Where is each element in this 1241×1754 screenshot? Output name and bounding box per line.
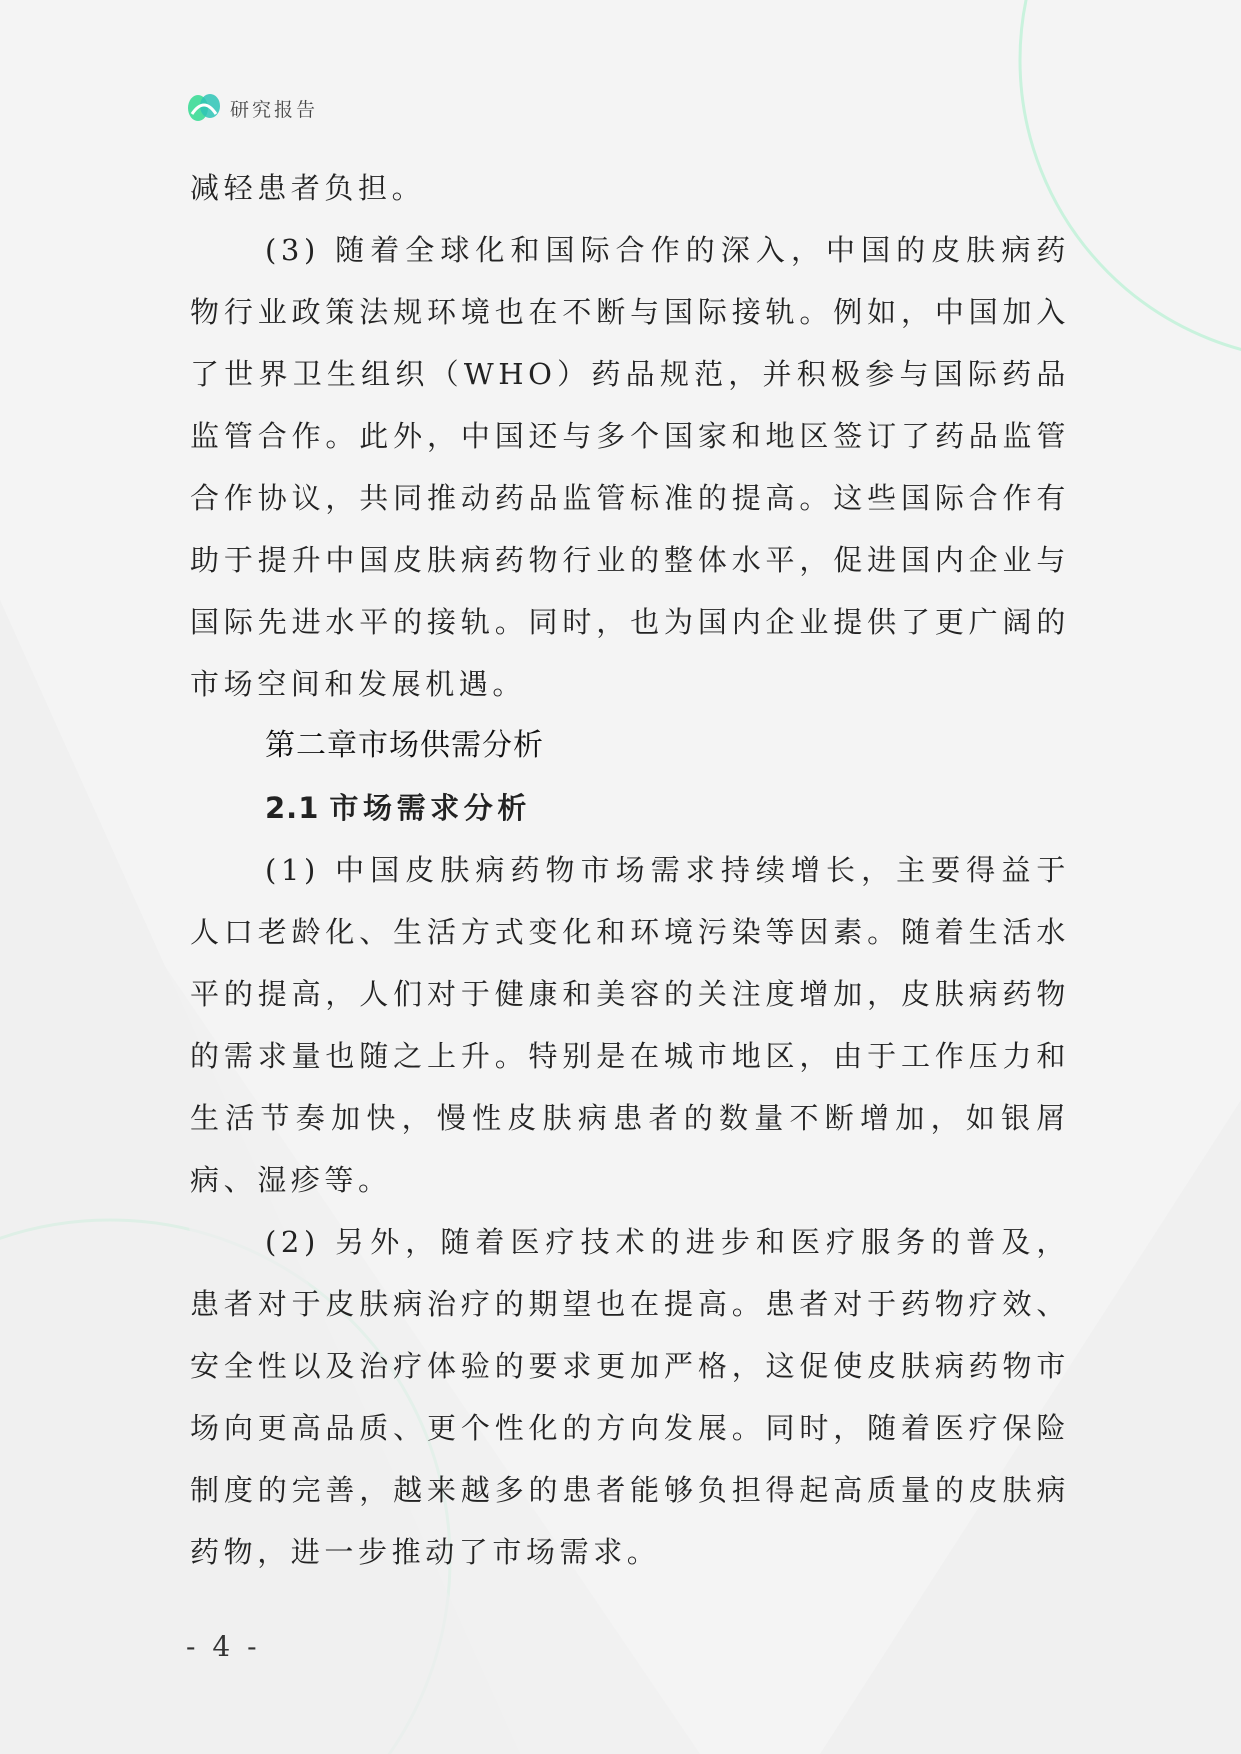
paragraph-demand-growth: (1) 中国皮肤病药物市场需求持续增长，主要得益于人口老龄化、生活方式变化和环境污染等因素。随着生活水平的提高，人们对于健康和美容的关注度增加，皮肤病药物的需求量也随之上升。特别是在城市地区，由于工作压力和生活节奏加快，慢性皮肤病患者的数量不断增加，如银屑病、湿疹等。 — [190, 853, 1070, 1197]
section-number: 2.1 — [265, 791, 320, 825]
section-heading — [190, 777, 1070, 839]
paragraph-continuation: 减轻患者负担。 — [190, 171, 426, 205]
brand-logo-icon — [186, 92, 222, 124]
header-title: 研究报告 — [230, 98, 319, 121]
page-number: - 4 - — [186, 1630, 261, 1663]
document-body — [190, 157, 1070, 1583]
section-title: 市场需求分析 — [329, 791, 531, 825]
chapter-title: 第二章市场供需分析 — [265, 728, 544, 763]
paragraph-patient-expectations: (2) 另外，随着医疗技术的进步和医疗服务的普及，患者对于皮肤病治疗的期望也在提高。患者对于药物疗效、安全性以及治疗体验的要求更加严格，这促使皮肤病药物市场向更高品质、更个性化的方向发展。同时，随着医疗保险制度的完善，越来越多的患者能够负担得起高质量的皮肤病药物，进一步推动了市场需求。 — [190, 1225, 1070, 1569]
paragraph-international-cooperation: (3) 随着全球化和国际合作的深入，中国的皮肤病药物行业政策法规环境也在不断与国际接轨。例如，中国加入了世界卫生组织（WHO）药品规范，并积极参与国际药品监管合作。此外，中国还与多个国家和地区签订了药品监管合作协议，共同推动药品监管标准的提高。这些国际合作有助于提升中国皮肤病药物行业的整体水平，促进国内企业与国际先进水平的接轨。同时，也为国内企业提供了更广阔的市场空间和发展机遇。 — [190, 233, 1070, 701]
report-header — [186, 88, 318, 128]
